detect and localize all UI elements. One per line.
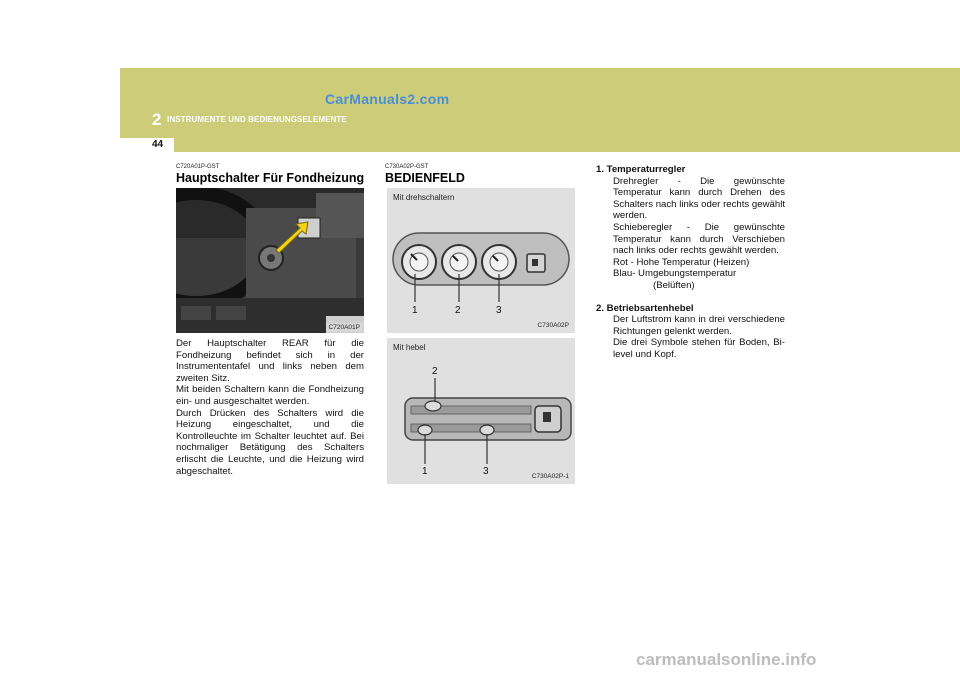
footer-watermark[interactable]: carmanualsonline.info: [636, 650, 817, 669]
list-line: Rot - Hohe Temperatur (Heizen): [613, 256, 750, 268]
callout-number: 2: [432, 366, 438, 377]
left-body-text: [176, 338, 364, 477]
callout-number: 2: [455, 305, 461, 316]
dashboard-illustration: [176, 188, 364, 333]
panel-caption: C730A02P: [537, 322, 569, 329]
panel-caption: C730A02P-1: [531, 473, 569, 480]
callout-number: 1: [422, 466, 428, 477]
paragraph: Mit beiden Schaltern kann die Fondheizung ein- und ausgeschaltet werden.: [176, 384, 364, 407]
watermark-link[interactable]: CarManuals2.com: [325, 91, 450, 107]
photo-caption: C720A01P: [326, 323, 363, 332]
paragraph: Der Hauptschalter REAR für die Fondheizung befindet sich in der Instrumententafel und links neben dem zweiten Sitz.: [176, 338, 364, 384]
callout-number: 3: [483, 466, 489, 477]
rear-heater-switch-photo: [176, 188, 364, 333]
panel-label: Mit drehschaltern: [393, 193, 455, 202]
callout-number: 3: [496, 305, 502, 316]
section-title: BEDIENFELD: [385, 171, 465, 185]
paragraph: Durch Drücken des Schalters wird die Heizung eingeschaltet, und die Kontrolleuchte im Schalter leuchtet auf. Bei nochmaliger Betätigung des Schalters erlischt die Leuchte, und die Heizung wird abgeschaltet.: [176, 407, 364, 477]
chapter-title: INSTRUMENTE UND BEDIENUNGSELEMENTE: [167, 115, 347, 124]
list-item-body: [596, 314, 785, 360]
page-number-tab: [120, 138, 174, 152]
list-line-indented: (Belüften): [653, 279, 695, 291]
header-band: [120, 68, 960, 138]
list-item-body: [596, 176, 785, 292]
list-item-title: 2. Betriebsartenhebel: [596, 302, 694, 314]
page-number: 44: [152, 139, 164, 150]
list-line: Drehregler - Die gewünschte Temperatur kann durch Drehen des Schalters nach links oder rechts gewählt werden.: [613, 175, 785, 222]
list-item-title: 1. Temperaturregler: [596, 164, 686, 175]
list-line: Schieberegler - Die gewünschte Temperatur kann durch Verschieben nach links oder rechts gewählt werden.: [613, 221, 785, 257]
callout-number: 1: [412, 305, 418, 316]
control-panel-knobs: [387, 188, 575, 333]
list-line: Blau- Umgebungstemperatur: [613, 268, 737, 280]
section-title: Hauptschalter Für Fondheizung: [176, 171, 365, 185]
header-tab: [120, 138, 960, 152]
lever-panel-illustration: [387, 338, 575, 484]
explanation-list: [596, 164, 785, 361]
control-panel-lever: [387, 338, 575, 484]
list-line: Die drei Symbole stehen für Boden, Bi-level und Kopf.: [613, 337, 785, 360]
chapter-number: 2: [152, 110, 162, 129]
list-line: Der Luftstrom kann in drei verschiedene Richtungen gelenkt werden.: [613, 314, 785, 337]
section-code: C720A01P-GST: [176, 164, 220, 170]
panel-label: Mit hebel: [393, 343, 426, 352]
section-code: C730A02P-GST: [385, 164, 429, 170]
